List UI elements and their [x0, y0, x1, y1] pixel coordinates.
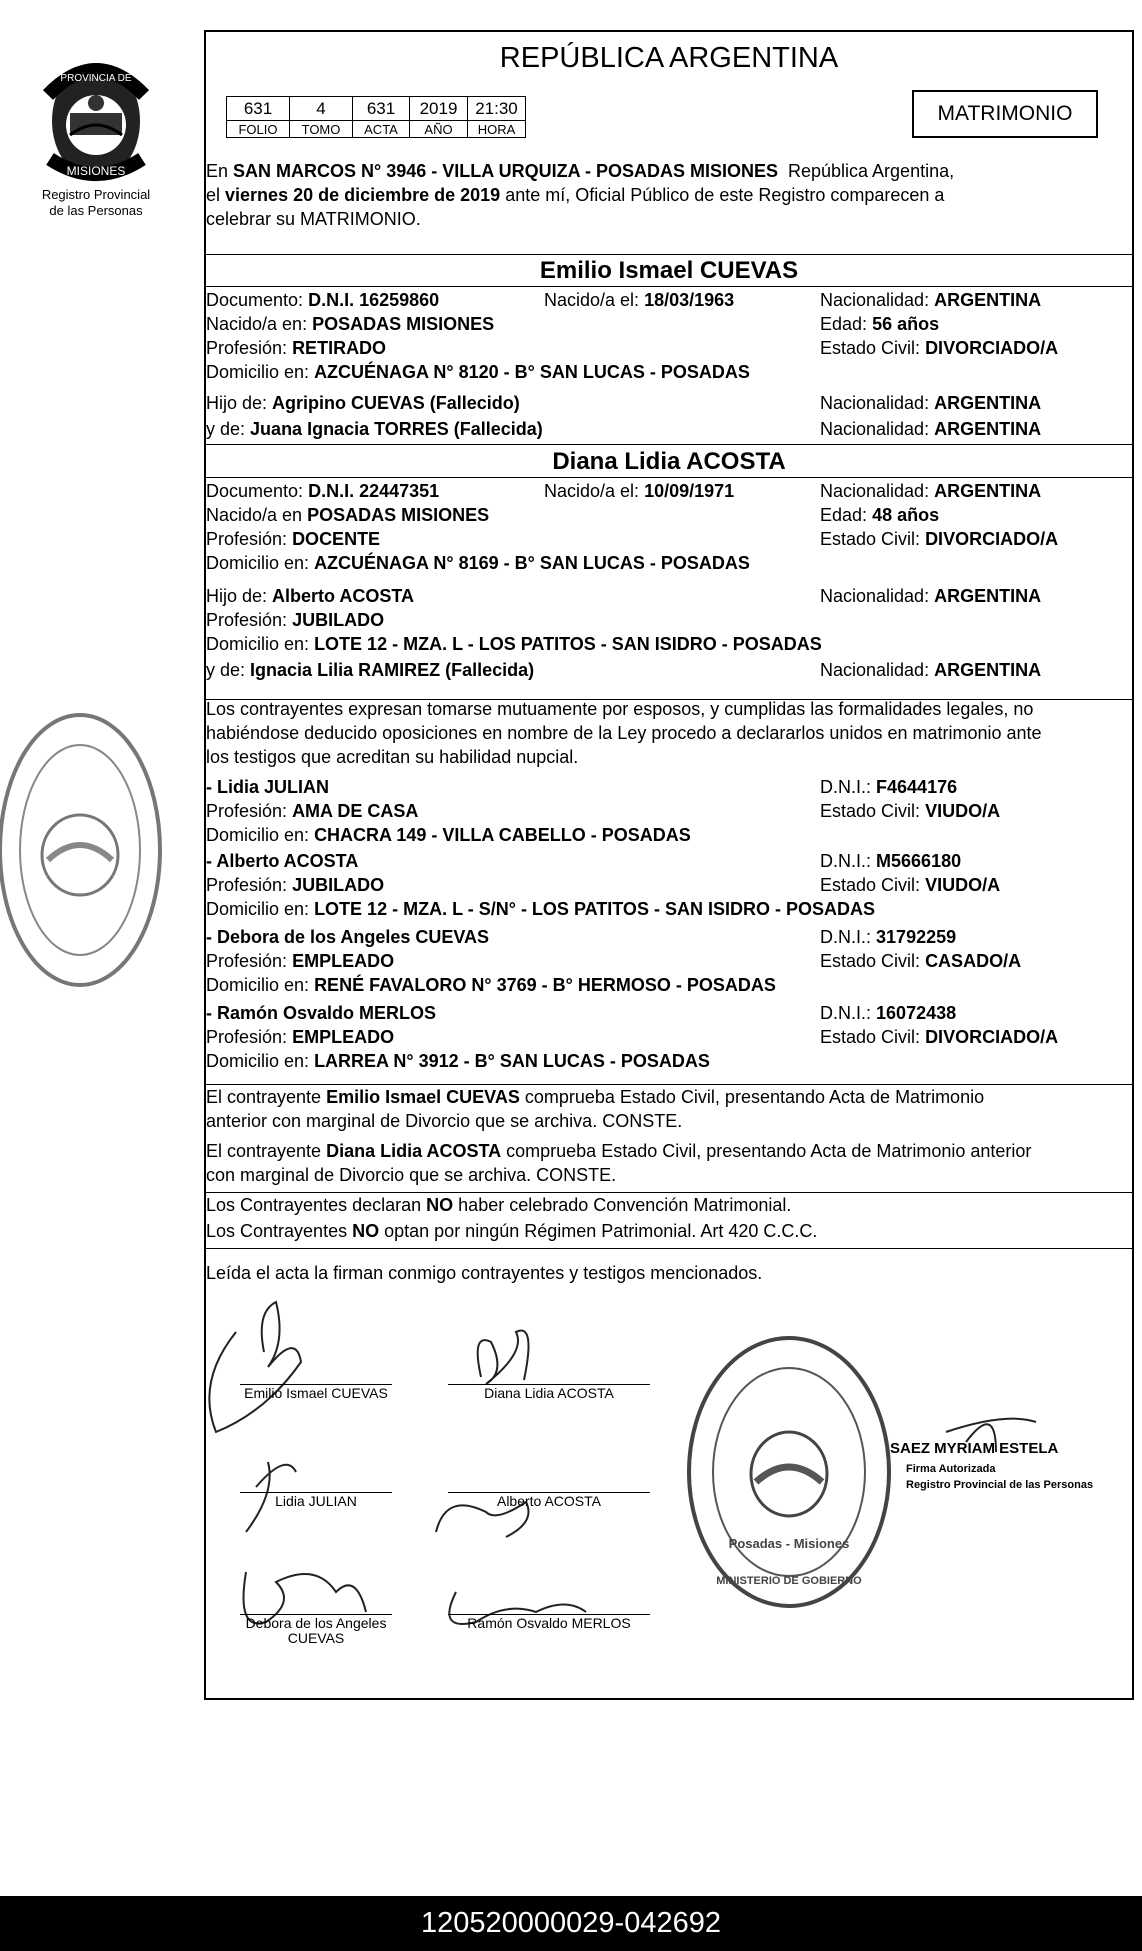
- witness-3-dni: D.N.I.: 31792259: [820, 927, 957, 947]
- year-value: 2019: [410, 97, 468, 121]
- signature-bride: Diana Lidia ACOSTA: [448, 1384, 650, 1401]
- bride-status-note-line2: con marginal de Divorcio que se archiva. CONSTE.: [206, 1165, 617, 1185]
- witness-1-dni: D.N.I.: F4644176: [820, 777, 958, 797]
- bride-address: Domicilio en: AZCUÉNAGA N° 8169 - B° SAN LUCAS - POSADAS: [206, 553, 750, 573]
- tomo-value: 4: [290, 97, 353, 121]
- bride-father-nationality: Nacionalidad: ARGENTINA: [820, 586, 1042, 606]
- declaration-line2: habiéndose deducido oposiciones en nombre de la Ley procedo a declararlos unidos en matrimonio ante: [206, 723, 1042, 743]
- official-authorized: Firma Autorizada: [906, 1463, 996, 1475]
- groom-age: Edad: 56 años: [820, 314, 940, 334]
- witness-4-civil-status: Estado Civil: DIVORCIADO/A: [820, 1027, 1059, 1047]
- bride-father-profession: Profesión: JUBILADO: [206, 610, 385, 630]
- bride-status-note-line1: El contrayente Diana Lidia ACOSTA comprueba Estado Civil, presentando Acta de Matrimonio anterior: [206, 1141, 1032, 1161]
- groom-document: Documento: D.N.I. 16259860: [206, 290, 440, 310]
- signature-witness-3-line2: CUEVAS: [287, 1630, 345, 1646]
- province-logo: [30, 55, 162, 185]
- witness-1-address: Domicilio en: CHACRA 149 - VILLA CABELLO - POSADAS: [206, 825, 691, 845]
- folio-label: FOLIO: [227, 121, 290, 138]
- groom-mother: y de: Juana Ignacia TORRES (Fallecida): [206, 419, 543, 439]
- groom-profession: Profesión: RETIRADO: [206, 338, 387, 358]
- logo-text-top: PROVINCIA DE: [60, 73, 132, 84]
- bride-father: Hijo de: Alberto ACOSTA: [206, 586, 415, 606]
- witness-2-civil-status: Estado Civil: VIUDO/A: [820, 875, 1001, 895]
- signature-witness-3-line1: Debora de los Angeles: [240, 1614, 392, 1631]
- certificate-body: [204, 30, 1134, 1700]
- witness-3-profession: Profesión: EMPLEADO: [206, 951, 395, 971]
- witness-3-address: Domicilio en: RENÉ FAVALORO N° 3769 - B° HERMOSO - POSADAS: [206, 975, 776, 995]
- declaration-line3: los testigos que acreditan su habilidad nupcial.: [206, 747, 579, 767]
- witness-2-dni: D.N.I.: M5666180: [820, 851, 962, 871]
- bride-age: Edad: 48 años: [820, 505, 940, 525]
- groom-birthdate: Nacido/a el: 18/03/1963: [544, 290, 735, 310]
- official-registry: Registro Provincial de las Personas: [906, 1479, 1094, 1491]
- witness-2-address: Domicilio en: LOTE 12 - MZA. L - S/N° - LOS PATITOS - SAN ISIDRO - POSADAS: [206, 899, 875, 919]
- page-title: REPÚBLICA ARGENTINA: [499, 42, 839, 74]
- registry-name-line2: de las Personas: [49, 203, 143, 218]
- groom-father-nationality: Nacionalidad: ARGENTINA: [820, 393, 1042, 413]
- seal-city: Posadas - Misiones: [728, 1536, 850, 1551]
- time-label: HORA: [468, 121, 526, 138]
- seal-ministry: MINISTERIO DE GOBIERNO: [716, 1575, 862, 1587]
- seal-stamp-right: [684, 1332, 894, 1612]
- signature-witness-1: Lidia JULIAN: [240, 1492, 392, 1509]
- bride-mother-nationality: Nacionalidad: ARGENTINA: [820, 660, 1042, 680]
- logo-text-bottom: MISIONES: [66, 164, 126, 178]
- groom-status-note-line1: El contrayente Emilio Ismael CUEVAS comprueba Estado Civil, presentando Acta de Matrimonio: [206, 1087, 985, 1107]
- witness-3-civil-status: Estado Civil: CASADO/A: [820, 951, 1022, 971]
- signature-groom: Emilio Ismael CUEVAS: [240, 1384, 392, 1401]
- signature-witness-2: Alberto ACOSTA: [448, 1492, 650, 1509]
- witness-2-name: - Alberto ACOSTA: [206, 851, 359, 871]
- groom-civil-status: Estado Civil: DIVORCIADO/A: [820, 338, 1059, 358]
- year-label: AÑO: [410, 121, 468, 138]
- seal-stamp-left: [0, 700, 170, 1000]
- bride-birthdate: Nacido/a el: 10/09/1971: [544, 481, 735, 501]
- witness-1-civil-status: Estado Civil: VIUDO/A: [820, 801, 1001, 821]
- groom-mother-nationality: Nacionalidad: ARGENTINA: [820, 419, 1042, 439]
- record-type-box: MATRIMONIO: [912, 90, 1098, 138]
- official-name: SAEZ MYRIAM ESTELA: [890, 1440, 1059, 1457]
- witness-1-profession: Profesión: AMA DE CASA: [206, 801, 419, 821]
- record-codes-table: [226, 96, 526, 138]
- groom-name-header: Emilio Ismael CUEVAS: [539, 257, 799, 284]
- groom-address: Domicilio en: AZCUÉNAGA N° 8120 - B° SAN LUCAS - POSADAS: [206, 362, 750, 382]
- groom-birthplace: Nacido/a en: POSADAS MISIONES: [206, 314, 495, 334]
- intro-line1: En SAN MARCOS N° 3946 - VILLA URQUIZA - POSADAS MISIONES República Argentina,: [206, 161, 955, 181]
- signing-statement: Leída el acta la firman conmigo contrayentes y testigos mencionados.: [206, 1263, 763, 1283]
- witness-3-name: - Debora de los Angeles CUEVAS: [206, 927, 490, 947]
- bride-mother: y de: Ignacia Lilia RAMIREZ (Fallecida): [206, 660, 535, 680]
- barcode-number: 120520000029-042692: [0, 1896, 1142, 1951]
- witness-2-profession: Profesión: JUBILADO: [206, 875, 385, 895]
- groom-status-note-line2: anterior con marginal de Divorcio que se archiva. CONSTE.: [206, 1111, 683, 1131]
- witness-1-name: - Lidia JULIAN: [206, 777, 330, 797]
- bride-birthplace: Nacido/a en POSADAS MISIONES: [206, 505, 490, 525]
- bride-civil-status: Estado Civil: DIVORCIADO/A: [820, 529, 1059, 549]
- intro-line2: el viernes 20 de diciembre de 2019 ante mí, Oficial Público de este Registro comparecen a: [206, 185, 945, 205]
- convention-note: Los Contrayentes declaran NO haber celebrado Convención Matrimonial.: [206, 1195, 792, 1215]
- groom-father: Hijo de: Agripino CUEVAS (Fallecido): [206, 393, 520, 413]
- groom-nationality: Nacionalidad: ARGENTINA: [820, 290, 1042, 310]
- tomo-label: TOMO: [290, 121, 353, 138]
- bride-nationality: Nacionalidad: ARGENTINA: [820, 481, 1042, 501]
- witness-4-profession: Profesión: EMPLEADO: [206, 1027, 395, 1047]
- bride-name-header: Diana Lidia ACOSTA: [552, 448, 786, 475]
- witness-4-name: - Ramón Osvaldo MERLOS: [206, 1003, 437, 1023]
- declaration-line1: Los contrayentes expresan tomarse mutuamente por esposos, y cumplidas las formalidades legales, no: [206, 699, 1034, 719]
- acta-label: ACTA: [353, 121, 410, 138]
- bride-document: Documento: D.N.I. 22447351: [206, 481, 440, 501]
- witness-4-dni: D.N.I.: 16072438: [820, 1003, 957, 1023]
- time-value: 21:30: [468, 97, 526, 121]
- acta-value: 631: [353, 97, 410, 121]
- witness-4-address: Domicilio en: LARREA N° 3912 - B° SAN LUCAS - POSADAS: [206, 1051, 710, 1071]
- bride-father-address: Domicilio en: LOTE 12 - MZA. L - LOS PATITOS - SAN ISIDRO - POSADAS: [206, 634, 822, 654]
- folio-value: 631: [227, 97, 290, 121]
- regime-note: Los Contrayentes NO optan por ningún Régimen Patrimonial. Art 420 C.C.C.: [206, 1221, 818, 1241]
- intro-line3: celebrar su MATRIMONIO.: [206, 209, 421, 229]
- signature-witness-4: Ramón Osvaldo MERLOS: [448, 1614, 650, 1631]
- registry-name-line1: Registro Provincial: [41, 187, 151, 202]
- bride-profession: Profesión: DOCENTE: [206, 529, 381, 549]
